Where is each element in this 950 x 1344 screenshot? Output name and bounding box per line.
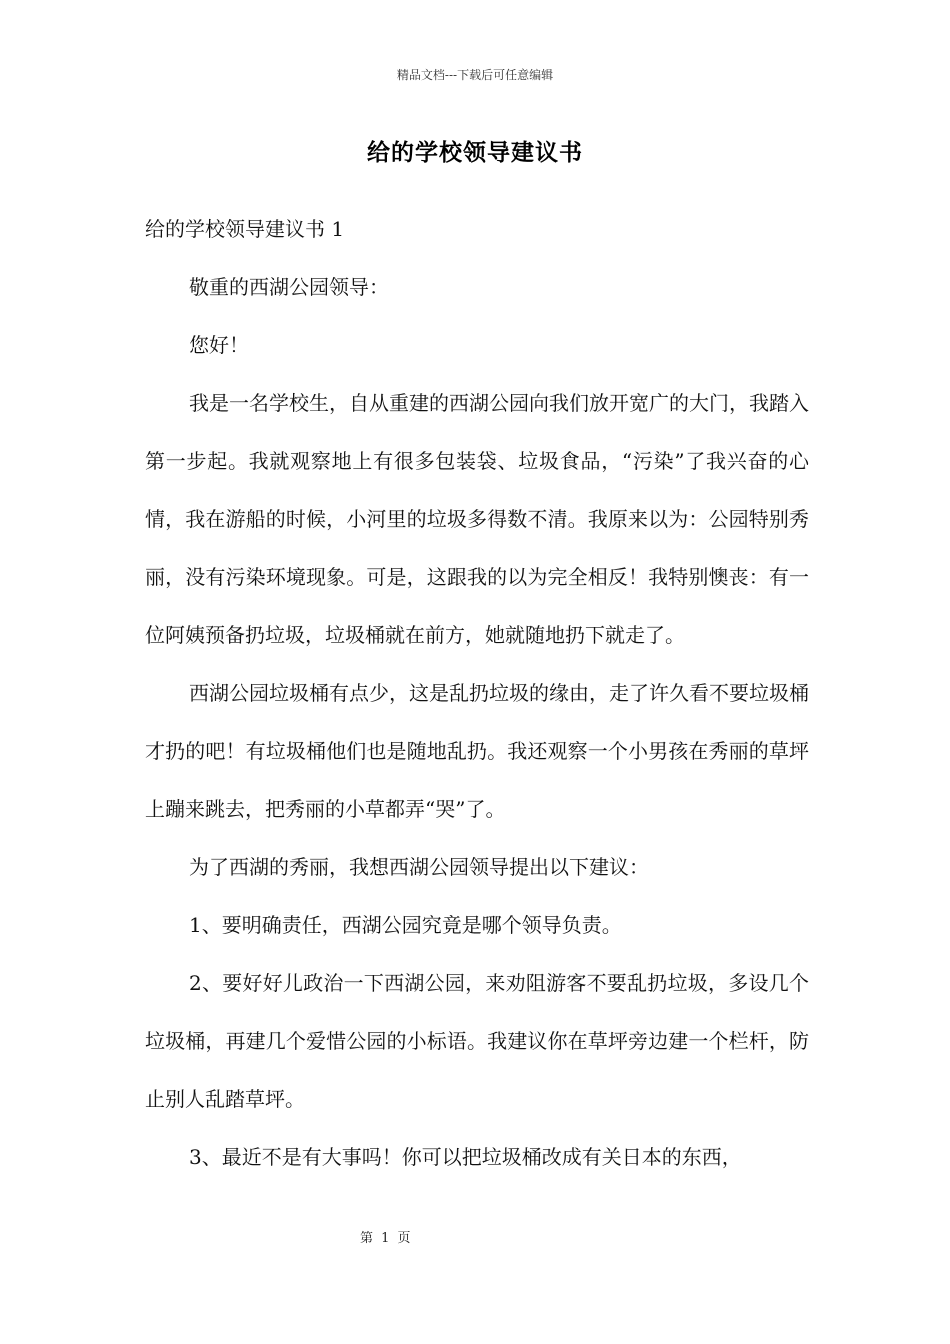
body-paragraph: 为了西湖的秀丽，我想西湖公园领导提出以下建议： [189,855,649,879]
salutation: 敬重的西湖公园领导： [189,275,389,299]
body-paragraph: 西湖公园垃圾桶有点少，这是乱扔垃圾的缘由，走了许久看不要垃圾桶才扔的吧！有垃圾桶他们也是随地乱扔。我还观察一个小男孩在秀丽的草坪上蹦来跳去，把秀丽的小草都弄“哭”了。 [145,681,809,821]
page-number: 第 1 页 [360,1231,413,1246]
document-body [145,200,809,1186]
section-heading: 给的学校领导建议书 1 [145,217,345,241]
body-paragraph: 我是一名学校生，自从重建的西湖公园向我们放开宽广的大门，我踏入第一步起。我就观察地上有很多包装袋、垃圾食品，“污染”了我兴奋的心情，我在游船的时候，小河里的垃圾多得数不清。我原来以为：公园特别秀丽，没有污染环境现象。可是，这跟我的以为完全相反！我特别懊丧：有一位阿姨预备扔垃圾，垃圾桶就在前方，她就随地扔下就走了。 [145,391,809,647]
suggestion-item: 3、最近不是有大事吗！你可以把垃圾桶改成有关日本的东西， [189,1145,742,1169]
header-note: 精品文档---下载后可任意编辑 [396,68,554,82]
greeting: 您好！ [189,333,249,357]
suggestion-item: 1、要明确责任，西湖公园究竟是哪个领导负责。 [189,913,622,937]
suggestion-item: 2、要好好儿政治一下西湖公园，来劝阻游客不要乱扔垃圾，多设几个垃圾桶，再建几个爱惜公园的小标语。我建议你在草坪旁边建一个栏杆，防止别人乱踏草坪。 [145,971,809,1111]
document-title: 给的学校领导建议书 [367,139,583,166]
